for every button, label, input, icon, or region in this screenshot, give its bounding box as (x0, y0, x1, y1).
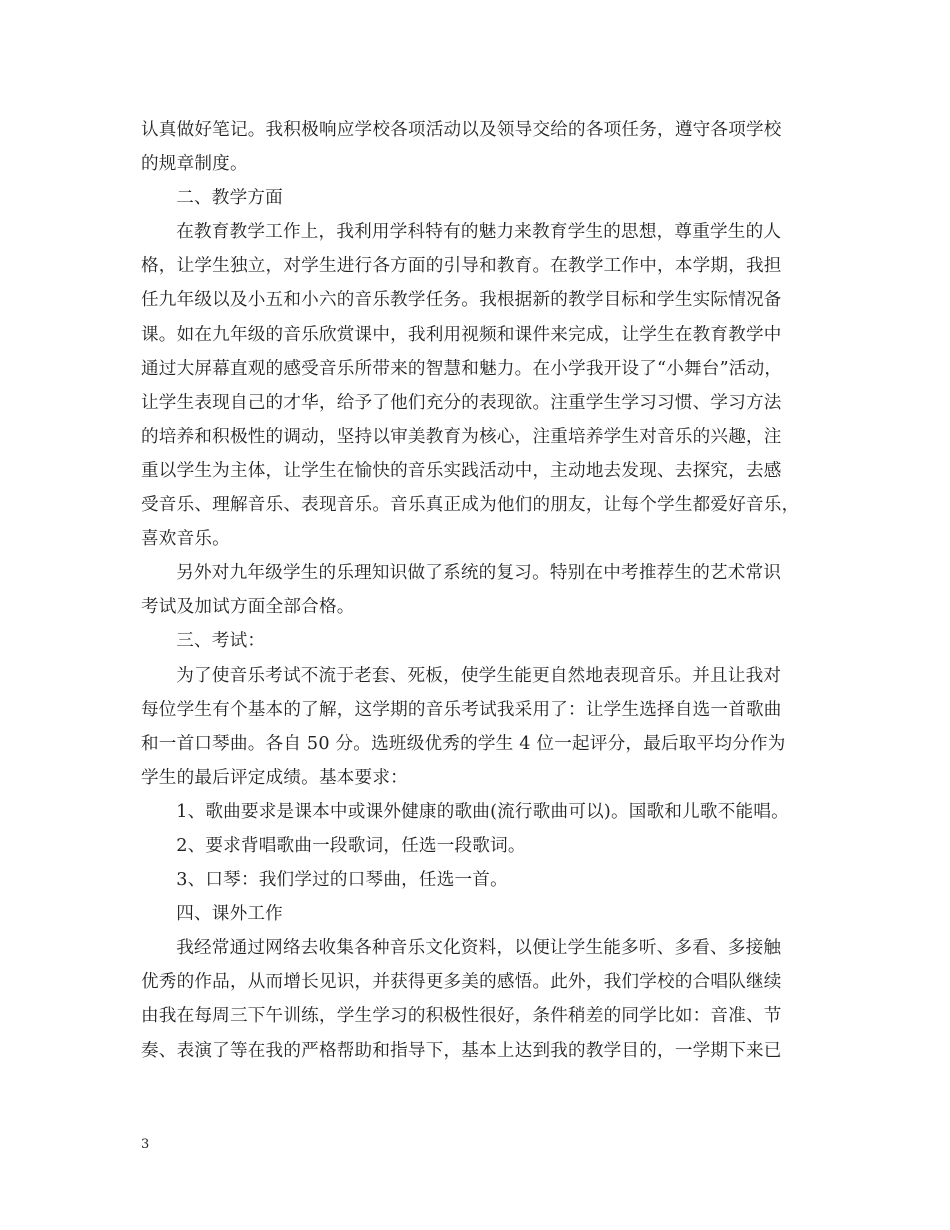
text-line: 三、考试： (176, 631, 266, 652)
document-body (141, 113, 811, 1068)
text-line: 另外对九年级学生的乐理知识做了系统的复习。特别在中考推荐生的艺术常识 (176, 563, 782, 584)
paragraph (141, 624, 811, 658)
text-line: 课。如在九年级的音乐欣赏课中，我利用视频和课件来完成，让学生在教育教学中 (141, 324, 782, 345)
text-line: 喜欢音乐。 (141, 529, 230, 550)
text-line: 2、要求背唱歌曲一段歌词，任选一段歌词。 (176, 835, 526, 856)
text-line: 让学生表现自己的才华，给予了他们充分的表现欲。注重学生学习习惯、学习方法 (141, 392, 782, 413)
text-line: 认真做好笔记。我积极响应学校各项活动以及领导交给的各项任务，遵守各项学校 (141, 120, 782, 140)
paragraph (141, 795, 811, 829)
text-line: 受音乐、理解音乐、表现音乐。音乐真正成为他们的朋友，让每个学生都爱好音乐， (141, 495, 800, 516)
text-line: 的培养和积极性的调动，坚持以审美教育为核心，注重培养学生对音乐的兴趣，注 (141, 426, 782, 447)
text-line: 考试及加试方面全部合格。 (141, 597, 355, 618)
text-line: 任九年级以及小五和小六的音乐教学任务。我根据新的教学目标和学生实际情况备 (141, 290, 782, 311)
text-line: 3、口琴：我们学过的口琴曲，任选一首。 (176, 870, 508, 891)
text-line: 奏、表演了等在我的严格帮助和指导下，基本上达到我的教学目的，一学期下来已 (141, 1040, 782, 1061)
paragraph (141, 931, 811, 1067)
paragraph (141, 659, 811, 795)
text-line: 1、歌曲要求是课本中或课外健康的歌曲(流行歌曲可以)。国歌和儿歌不能唱。 (176, 801, 789, 822)
text-line: 优秀的作品，从而增长见识，并获得更多美的感悟。此外，我们学校的合唱队继续 (141, 972, 782, 993)
paragraph (141, 829, 811, 863)
paragraph (141, 113, 811, 181)
text-line: 为了使音乐考试不流于老套、死板，使学生能更自然地表现音乐。并且让我对 (176, 665, 782, 686)
paragraph (141, 897, 811, 931)
text-line: 由我在每周三下午训练，学生学习的积极性很好，条件稍差的同学比如：音准、节 (141, 1006, 782, 1027)
text-line: 二、教学方面 (176, 188, 283, 209)
paragraph (141, 181, 811, 215)
text-line: 通过大屏幕直观的感受音乐所带来的智慧和魅力。在小学我开设了“小舞台”活动， (141, 358, 783, 379)
paragraph (141, 215, 811, 556)
text-line: 的规章制度。 (141, 154, 248, 175)
paragraph (141, 556, 811, 624)
text-line: 四、课外工作 (176, 904, 283, 925)
text-line: 重以学生为主体，让学生在愉快的音乐实践活动中，主动地去发现、去探究，去感 (141, 460, 782, 481)
text-line: 和一首口琴曲。各自 50 分。选班级优秀的学生 4 位一起评分，最后取平均分作为 (141, 733, 786, 754)
text-line: 学生的最后评定成绩。基本要求： (141, 767, 408, 788)
text-line: 每位学生有个基本的了解，这学期的音乐考试我采用了：让学生选择自选一首歌曲 (141, 699, 782, 720)
page-number: 3 (141, 1137, 150, 1152)
paragraph (141, 863, 811, 897)
text-line: 在教育教学工作上，我利用学科特有的魅力来教育学生的思想，尊重学生的人 (176, 222, 782, 243)
text-line: 我经常通过网络去收集各种音乐文化资料，以便让学生能多听、多看、多接触 (176, 938, 782, 959)
text-line: 格，让学生独立，对学生进行各方面的引导和教育。在教学工作中，本学期，我担 (141, 256, 782, 277)
